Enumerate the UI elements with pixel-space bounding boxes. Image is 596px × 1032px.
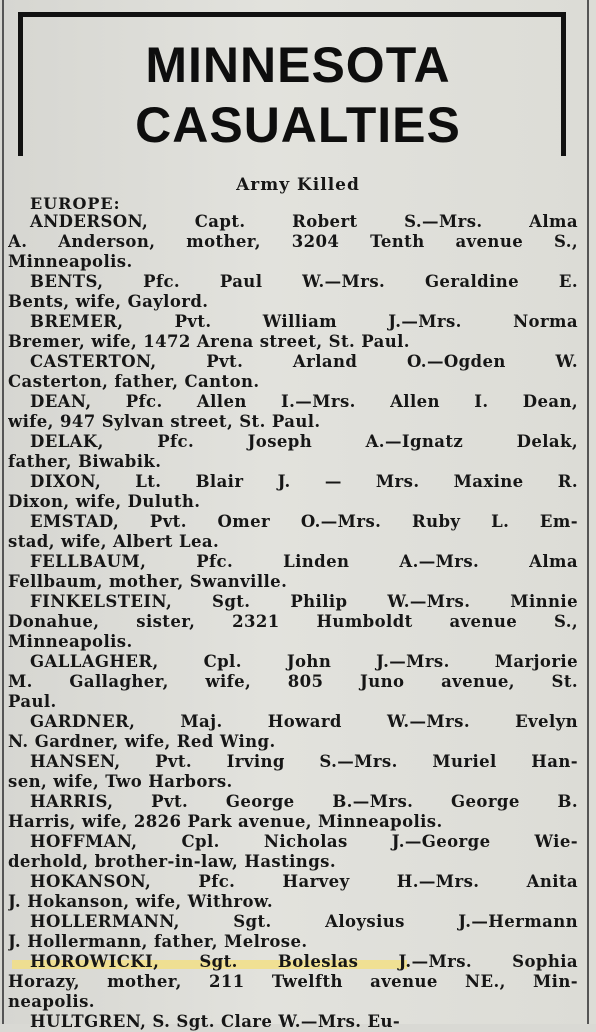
entry-text-line: Horazy, mother, 211 Twelfth avenue NE., Min- — [8, 972, 578, 991]
casualty-entry — [8, 712, 578, 752]
headline-line-1: MINNESOTA — [145, 37, 451, 93]
entry-text-line: FELLBAUM, Pfc. Linden A.—Mrs. Alma — [30, 552, 578, 571]
casualty-entry — [8, 552, 578, 592]
casualty-entry — [8, 312, 578, 352]
casualty-entry — [8, 392, 578, 432]
entry-text-line: M. Gallagher, wife, 805 Juno avenue, St. — [8, 672, 578, 691]
casualty-entry — [8, 832, 578, 872]
entry-text-line: sen, wife, Two Harbors. — [8, 772, 233, 791]
entry-text-line: Bents, wife, Gaylord. — [8, 292, 209, 311]
entry-text-line: HOFFMAN, Cpl. Nicholas J.—George Wie- — [30, 832, 578, 851]
casualty-entry — [8, 472, 578, 512]
entry-text-line: GALLAGHER, Cpl. John J.—Mrs. Marjorie — [30, 652, 578, 671]
entry-text-line: HARRIS, Pvt. George B.—Mrs. George B. — [30, 792, 578, 811]
entry-text-line: HOLLERMANN, Sgt. Aloysius J.—Hermann — [30, 912, 578, 931]
region-label: EUROPE: — [30, 194, 121, 213]
entry-text-line: DIXON, Lt. Blair J. — Mrs. Maxine R. — [30, 472, 578, 491]
entry-text-line: ANDERSON, Capt. Robert S.—Mrs. Alma — [30, 212, 578, 231]
entry-text-line: DEAN, Pfc. Allen I.—Mrs. Allen I. Dean, — [30, 392, 578, 411]
entry-text-line: HOKANSON, Pfc. Harvey H.—Mrs. Anita — [30, 872, 578, 891]
entry-text-line: HANSEN, Pvt. Irving S.—Mrs. Muriel Han- — [30, 752, 578, 771]
entry-text-line: J. Hokanson, wife, Withrow. — [8, 892, 273, 911]
entry-text-line: GARDNER, Maj. Howard W.—Mrs. Evelyn — [30, 712, 578, 731]
casualty-entry — [8, 912, 578, 952]
casualty-entry — [8, 652, 578, 712]
entry-text-line: FINKELSTEIN, Sgt. Philip W.—Mrs. Minnie — [30, 592, 578, 611]
section-heading: Army Killed — [236, 175, 360, 195]
casualty-entry — [8, 872, 578, 912]
entry-text-line: Casterton, father, Canton. — [8, 372, 260, 391]
entry-text-line: HULTGREN, S. Sgt. Clare W.—Mrs. Eu- — [30, 1012, 401, 1031]
entry-text-line: Minneapolis. — [8, 632, 133, 651]
entry-text-line: CASTERTON, Pvt. Arland O.—Ogden W. — [30, 352, 578, 371]
casualty-entry — [8, 212, 578, 272]
entry-text-line: BENTS, Pfc. Paul W.—Mrs. Geraldine E. — [30, 272, 578, 291]
entry-text-line: wife, 947 Sylvan street, St. Paul. — [8, 412, 321, 431]
entry-text-line: EMSTAD, Pvt. Omer O.—Mrs. Ruby L. Em- — [30, 512, 578, 531]
entry-text-line: stad, wife, Albert Lea. — [8, 532, 220, 551]
entry-text-line: Dixon, wife, Duluth. — [8, 492, 201, 511]
entry-text-line: A. Anderson, mother, 3204 Tenth avenue S., — [8, 232, 578, 251]
entry-text-line: Fellbaum, mother, Swanville. — [8, 572, 288, 591]
entry-text-line: father, Biwabik. — [8, 452, 162, 471]
headline-line-2: CASUALTIES — [135, 97, 461, 153]
casualty-entry — [8, 752, 578, 792]
entry-text-line: Minneapolis. — [8, 252, 133, 271]
entry-text-line: J. Hollermann, father, Melrose. — [8, 932, 308, 951]
casualty-entry — [8, 592, 578, 652]
casualty-entry — [8, 1012, 578, 1032]
entry-text-line: HOROWICKI, Sgt. Boleslas J.—Mrs. Sophia — [30, 952, 578, 971]
entry-text-line: Paul. — [8, 692, 57, 711]
casualty-entry — [8, 352, 578, 392]
casualty-entry — [8, 432, 578, 472]
entry-text-line: Bremer, wife, 1472 Arena street, St. Paul. — [8, 332, 410, 351]
casualty-entry — [8, 792, 578, 832]
entry-text-line: N. Gardner, wife, Red Wing. — [8, 732, 276, 751]
casualty-entry — [8, 272, 578, 312]
entry-text-line: derhold, brother-in-law, Hastings. — [8, 852, 336, 871]
entry-text-line: BREMER, Pvt. William J.—Mrs. Norma — [30, 312, 578, 331]
casualty-entry — [8, 512, 578, 552]
entry-text-line: Harris, wife, 2826 Park avenue, Minneapolis. — [8, 812, 443, 831]
casualty-entry — [8, 952, 578, 1012]
entry-text-line: DELAK, Pfc. Joseph A.—Ignatz Delak, — [30, 432, 578, 451]
entry-text-line: neapolis. — [8, 992, 95, 1011]
entry-text-line: Donahue, sister, 2321 Humboldt avenue S., — [8, 612, 578, 631]
casualty-list — [8, 212, 578, 1032]
